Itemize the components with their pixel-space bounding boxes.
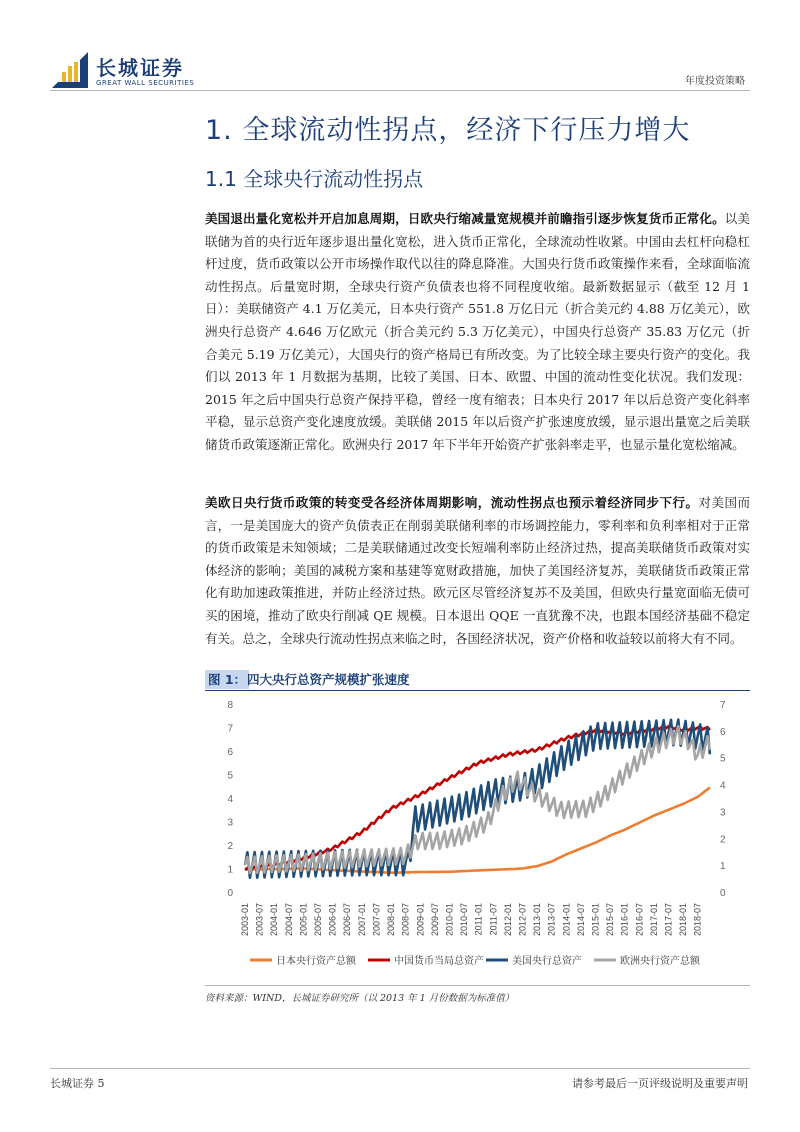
x-tick-label: 2006-01 <box>327 903 338 937</box>
y-right-tick-label: 1 <box>720 861 726 873</box>
x-tick-label: 2017-01 <box>648 903 659 937</box>
page-header <box>0 0 800 100</box>
x-tick-label: 2010-01 <box>444 903 455 937</box>
legend-label: 美国央行总资产 <box>512 956 582 967</box>
logo-subtext: GREAT WALL SECURITIES <box>96 79 195 87</box>
footer-disclaimer: 请参考最后一页评级说明及重要声明 <box>572 1077 748 1090</box>
x-tick-label: 2017-07 <box>663 903 674 937</box>
y-left-tick-label: 3 <box>227 817 233 829</box>
x-tick-label: 2014-01 <box>561 903 572 937</box>
paragraph-lead: 美国退出量化宽松并开启加息周期，日欧央行缩减量宽规模并前瞻指引逐步恢复货币正常化。 <box>205 211 725 226</box>
section-heading: 1. 全球流动性拐点，经济下行压力增大 <box>205 115 691 146</box>
y-left-tick-label: 2 <box>227 841 233 852</box>
x-tick-label: 2006-07 <box>342 903 353 937</box>
y-left-tick-label: 0 <box>227 888 233 899</box>
x-tick-label: 2008-07 <box>400 903 411 937</box>
x-tick-label: 2018-01 <box>678 903 689 937</box>
central-bank-assets-chart <box>205 692 750 982</box>
y-left-tick-label: 8 <box>227 700 233 711</box>
x-tick-label: 2008-01 <box>386 903 397 937</box>
x-tick-label: 2013-01 <box>532 903 543 937</box>
y-right-tick-label: 6 <box>720 726 726 738</box>
legend-label: 日本央行资产总额 <box>276 956 356 967</box>
y-right-tick-label: 2 <box>720 834 726 846</box>
source-divider <box>205 985 750 986</box>
x-tick-label: 2004-07 <box>283 903 294 937</box>
x-tick-label: 2005-07 <box>313 903 324 937</box>
figure-title: 四大央行总资产规模扩张速度 <box>247 672 410 687</box>
paragraph-body: 对美国而言，一是美国庞大的资产负债表正在削弱美联储利率的市场调控能力，零利率和负利率相对于正常的货币政策是未知领域；二是美联储通过改变长短端利率防止经济过热，提高美联储货币政策对实体经济的影响；美国的减税方案和基建等宽财政措施，加快了美国经济复苏，美联储货币政策正常化有助加速政策推进，并防止经济过热。欧元区尽管经济复苏不及美国，但欧央行量宽面临无债可买的困境，推动了欧央行削减 QE 规模。日本退出 QQE 一直犹豫不决，也跟本国经济基础不稳定有关。总之，全球央行流动性拐点来临之时，各国经济状况，资产价格和收益较以前将大有不同。 <box>205 495 750 646</box>
paragraph <box>205 492 750 650</box>
report-type: 年度投资策略 <box>685 76 745 87</box>
x-tick-label: 2003-01 <box>240 903 250 937</box>
x-tick-label: 2018-07 <box>692 903 703 937</box>
logo-text: 长城证券 <box>96 56 184 80</box>
header-divider <box>50 90 750 91</box>
x-tick-label: 2009-07 <box>429 903 440 937</box>
figure-title-bar <box>205 670 750 691</box>
x-tick-label: 2010-07 <box>459 903 470 937</box>
figure-label: 图 1： <box>205 670 249 689</box>
figure-source: 资料来源：WIND，长城证券研究所（以 2013 年 1 月份数据为标准值） <box>205 993 515 1004</box>
footer-page-number: 长城证券 5 <box>50 1077 105 1090</box>
y-right-tick-label: 5 <box>720 753 726 765</box>
x-tick-label: 2016-07 <box>634 903 645 937</box>
y-right-tick-label: 3 <box>720 807 726 819</box>
y-left-tick-label: 7 <box>227 723 233 735</box>
x-tick-label: 2014-07 <box>575 903 586 937</box>
x-tick-label: 2012-07 <box>517 903 528 937</box>
great-wall-logo-icon <box>50 50 90 90</box>
paragraph <box>205 208 750 457</box>
y-left-tick-label: 5 <box>227 770 233 782</box>
x-tick-label: 2016-01 <box>619 903 630 937</box>
x-tick-label: 2015-01 <box>590 903 601 937</box>
legend-label: 中国货币当局总资产 <box>394 956 484 967</box>
paragraph-body: 以美联储为首的央行近年逐步退出量化宽松，进入货币正常化，全球流动性收紧。中国由去杠杆向稳杠杆过度，货币政策以公开市场操作取代以往的降息降准。大国央行货币政策操作来看，全球面临流动性拐点。后量宽时期，全球央行资产负债表也将不同程度收缩。最新数据显示（截至 12 月 1 日）：美联储资产 4.1 万亿美元，日本央行资产 551.8 万亿日元（折合美元约 4.88 万亿美元），欧洲央行总资产 4.646 万亿欧元（折合美元约 5.3 万亿美元），中国央行总资产 35.83 万亿元（折合美元 5.19 万亿美元），大国央行的资产格局已有所改变。为了比较全球主要央行资产的变化。我们以 2013 年 1 月数据为基期，比较了美国、日本、欧盟、中国的流动性变化状况。我们发现：2015 年之后中国央行总资产保持平稳，曾经一度有缩表；日本央行 2017 年以后总资产变化斜率平稳，显示总资产变化速度放缓。美联储 2015 年以后资产扩张速度放缓，显示退出量宽之后美联储货币政策逐渐正常化。欧洲央行 2017 年下半年开始资产扩张斜率走平，也显示量化宽松缩减。 <box>205 211 750 452</box>
footer-divider <box>50 1068 750 1069</box>
y-right-tick-label: 4 <box>720 780 726 792</box>
x-tick-label: 2007-07 <box>371 903 382 937</box>
x-tick-label: 2009-01 <box>415 903 426 937</box>
x-tick-label: 2011-01 <box>473 903 484 936</box>
x-tick-label: 2015-07 <box>605 903 616 937</box>
y-right-tick-label: 0 <box>720 888 726 899</box>
legend-label: 欧洲央行资产总额 <box>620 956 700 967</box>
x-tick-label: 2005-01 <box>298 903 309 937</box>
paragraph-lead: 美欧日央行货币政策的转变受各经济体周期影响，流动性拐点也预示着经济同步下行。 <box>205 495 699 510</box>
x-tick-label: 2004-01 <box>269 903 280 937</box>
y-left-tick-label: 1 <box>227 864 233 876</box>
y-right-tick-label: 7 <box>720 700 726 711</box>
x-tick-label: 2012-01 <box>502 903 513 937</box>
x-tick-label: 2011-07 <box>488 903 499 936</box>
x-tick-label: 2007-01 <box>356 903 367 937</box>
y-left-tick-label: 4 <box>227 794 233 805</box>
y-left-tick-label: 6 <box>227 747 233 758</box>
x-tick-label: 2003-07 <box>254 903 265 937</box>
subsection-heading: 1.1 全球央行流动性拐点 <box>205 167 424 191</box>
x-tick-label: 2013-07 <box>546 903 557 937</box>
